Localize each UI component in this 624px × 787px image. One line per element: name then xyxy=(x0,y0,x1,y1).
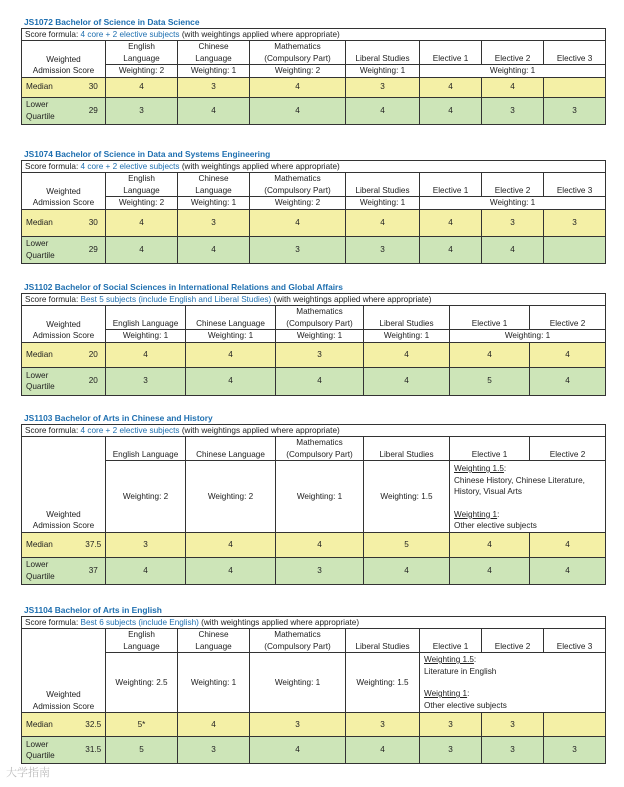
col-elective1: Elective 1 xyxy=(420,41,482,65)
grade: 4 xyxy=(186,557,276,584)
col-elective1: Elective 1 xyxy=(420,173,482,197)
weighted-score-header: Weighted Admission Score xyxy=(22,629,106,713)
grade: 4 xyxy=(364,342,450,367)
grade: 4 xyxy=(420,77,482,97)
weighting: Weighting: 1 xyxy=(106,330,186,343)
row-label: Lower Quartile xyxy=(22,97,82,124)
col-maths: Mathematics (Compulsory Part) xyxy=(276,437,364,461)
weighted-score-header: Weighted Admission Score xyxy=(22,173,106,210)
weighting: Weighting: 1 xyxy=(276,461,364,533)
weighted-score: 30 xyxy=(82,77,106,97)
col-elective2: Elective 2 xyxy=(482,629,544,653)
grade xyxy=(544,236,606,263)
row-label: Lower Quartile xyxy=(22,367,82,395)
col-maths: Mathematics (Compulsory Part) xyxy=(250,629,346,653)
grade: 4 xyxy=(106,209,178,236)
weighting: Weighting: 1 xyxy=(420,65,606,78)
grade: 4 xyxy=(250,737,346,764)
grade: 3 xyxy=(106,367,186,395)
grade: 4 xyxy=(530,342,606,367)
weighting: Weighting: 2 xyxy=(106,461,186,533)
col-ls: Liberal Studies xyxy=(346,173,420,197)
grade: 4 xyxy=(530,532,606,557)
weighted-score-header: Weighted Admission Score xyxy=(22,437,106,533)
row-label: Median xyxy=(22,77,82,97)
grade: 4 xyxy=(106,557,186,584)
grade: 5 xyxy=(106,737,178,764)
col-maths: Mathematics (Compulsory Part) xyxy=(250,173,346,197)
weighting: Weighting: 1 xyxy=(346,65,420,78)
col-elective3: Elective 3 xyxy=(544,173,606,197)
grade: 3 xyxy=(420,737,482,764)
grade: 4 xyxy=(276,532,364,557)
grade: 4 xyxy=(346,737,420,764)
row-label: Median xyxy=(22,342,82,367)
grade: 4 xyxy=(178,713,250,737)
programme-title: JS1104 Bachelor of Arts in English xyxy=(24,605,162,615)
grade: 4 xyxy=(276,367,364,395)
weighting: Weighting: 1 xyxy=(364,330,450,343)
grade: 4 xyxy=(482,77,544,97)
programme-title: JS1102 Bachelor of Social Sciences in International Relations and Global Affairs xyxy=(24,282,343,292)
weighted-score: 20 xyxy=(82,342,106,367)
col-ls: Liberal Studies xyxy=(364,437,450,461)
weighting: Weighting: 1 xyxy=(178,65,250,78)
col-chinese: Chinese Language xyxy=(178,629,250,653)
weighting: Weighting: 1 xyxy=(178,197,250,210)
programme-js1072 xyxy=(0,17,624,125)
grade: 3 xyxy=(482,209,544,236)
col-elective1: Elective 1 xyxy=(450,437,530,461)
grade: 5 xyxy=(450,367,530,395)
weighting: Weighting: 1 xyxy=(250,653,346,713)
score-table xyxy=(21,28,606,125)
col-english: English Language xyxy=(106,173,178,197)
weighted-score: 37 xyxy=(82,557,106,584)
grade: 3 xyxy=(346,236,420,263)
grade: 4 xyxy=(482,236,544,263)
weighting: Weighting: 1.5 xyxy=(346,653,420,713)
grade: 3 xyxy=(544,209,606,236)
grade: 3 xyxy=(250,236,346,263)
score-formula: Score formula: 4 core + 2 elective subjects (with weightings applied where appropriate) xyxy=(22,425,606,437)
grade: 4 xyxy=(186,532,276,557)
grade xyxy=(544,77,606,97)
weighted-score: 37.5 xyxy=(82,532,106,557)
weighting: Weighting: 2 xyxy=(106,65,178,78)
col-chinese: Chinese Language xyxy=(186,306,276,330)
lower-quartile-row xyxy=(22,557,606,584)
programme-title: JS1074 Bachelor of Science in Data and Systems Engineering xyxy=(24,149,271,159)
lower-quartile-row xyxy=(22,97,606,124)
grade: 5 xyxy=(364,532,450,557)
lower-quartile-row xyxy=(22,236,606,263)
grade: 4 xyxy=(530,367,606,395)
grade: 3 xyxy=(544,97,606,124)
median-row xyxy=(22,77,606,97)
grade: 3 xyxy=(420,713,482,737)
grade: 4 xyxy=(420,209,482,236)
grade: 3 xyxy=(346,713,420,737)
median-row xyxy=(22,209,606,236)
grade: 4 xyxy=(106,342,186,367)
grade: 4 xyxy=(186,342,276,367)
programme-title: JS1103 Bachelor of Arts in Chinese and History xyxy=(24,413,213,423)
grade: 4 xyxy=(106,236,178,263)
grade: 4 xyxy=(450,532,530,557)
grade: 3 xyxy=(482,737,544,764)
weighting: Weighting: 1 xyxy=(178,653,250,713)
grade: 4 xyxy=(250,209,346,236)
score-formula: Score formula: 4 core + 2 elective subjects (with weightings applied where appropriate) xyxy=(22,29,606,41)
score-formula: Score formula: Best 5 subjects (include English and Liberal Studies) (with weightings applied where appropriate) xyxy=(22,294,606,306)
grade: 3 xyxy=(346,77,420,97)
weighting: Weighting: 2 xyxy=(106,197,178,210)
grade: 4 xyxy=(106,77,178,97)
col-maths: Mathematics (Compulsory Part) xyxy=(250,41,346,65)
weighting: Weighting: 1 xyxy=(420,197,606,210)
weighted-score: 32.5 xyxy=(82,713,106,737)
col-elective2: Elective 2 xyxy=(482,173,544,197)
row-label: Median xyxy=(22,532,82,557)
grade: 4 xyxy=(420,236,482,263)
programme-js1104 xyxy=(0,605,624,764)
col-ls: Liberal Studies xyxy=(364,306,450,330)
grade: 3 xyxy=(106,97,178,124)
col-elective2: Elective 2 xyxy=(482,41,544,65)
elective-weighting-note: Weighting 1.5: Literature in English Weighting 1: Other elective subjects xyxy=(420,653,606,713)
weighting: Weighting: 1.5 xyxy=(364,461,450,533)
weighting: Weighting: 2 xyxy=(250,197,346,210)
row-label: Lower Quartile xyxy=(22,737,82,764)
grade xyxy=(544,713,606,737)
col-chinese: Chinese Language xyxy=(178,41,250,65)
grade: 4 xyxy=(346,209,420,236)
grade: 4 xyxy=(178,97,250,124)
grade: 3 xyxy=(178,209,250,236)
lower-quartile-row xyxy=(22,367,606,395)
weighting: Weighting: 1 xyxy=(346,197,420,210)
weighted-score-header: Weighted Admission Score xyxy=(22,41,106,78)
grade: 3 xyxy=(178,77,250,97)
watermark: 大学指南 xyxy=(6,767,50,779)
col-ls: Liberal Studies xyxy=(346,41,420,65)
col-maths: Mathematics (Compulsory Part) xyxy=(276,306,364,330)
weighting: Weighting: 1 xyxy=(276,330,364,343)
weighting: Weighting: 1 xyxy=(186,330,276,343)
grade: 3 xyxy=(276,557,364,584)
col-elective1: Elective 1 xyxy=(420,629,482,653)
score-formula: Score formula: Best 6 subjects (include English) (with weightings applied where appropriate) xyxy=(22,617,606,629)
row-label: Median xyxy=(22,713,82,737)
col-english: English Language xyxy=(106,306,186,330)
col-ls: Liberal Studies xyxy=(346,629,420,653)
grade: 4 xyxy=(364,557,450,584)
grade: 4 xyxy=(186,367,276,395)
col-elective2: Elective 2 xyxy=(530,306,606,330)
col-elective3: Elective 3 xyxy=(544,41,606,65)
programme-title: JS1072 Bachelor of Science in Data Science xyxy=(24,17,200,27)
weighted-score: 20 xyxy=(82,367,106,395)
weighted-score: 29 xyxy=(82,236,106,263)
grade: 3 xyxy=(106,532,186,557)
col-elective3: Elective 3 xyxy=(544,629,606,653)
weighted-score: 29 xyxy=(82,97,106,124)
grade: 3 xyxy=(482,713,544,737)
score-table xyxy=(21,160,606,264)
grade: 3 xyxy=(544,737,606,764)
median-row xyxy=(22,532,606,557)
col-english: English Language xyxy=(106,437,186,461)
grade: 3 xyxy=(276,342,364,367)
grade: 3 xyxy=(178,737,250,764)
weighted-score: 30 xyxy=(82,209,106,236)
col-chinese: Chinese Language xyxy=(178,173,250,197)
score-table xyxy=(21,616,606,764)
programme-js1103 xyxy=(0,413,624,585)
col-chinese: Chinese Language xyxy=(186,437,276,461)
grade: 3 xyxy=(482,97,544,124)
grade: 3 xyxy=(250,713,346,737)
row-label: Median xyxy=(22,209,82,236)
weighting: Weighting: 2 xyxy=(186,461,276,533)
weighted-score-header: Weighted Admission Score xyxy=(22,306,106,343)
median-row xyxy=(22,713,606,737)
score-formula: Score formula: 4 core + 2 elective subjects (with weightings applied where appropriate) xyxy=(22,161,606,173)
grade: 5* xyxy=(106,713,178,737)
grade: 4 xyxy=(250,77,346,97)
col-english: English Language xyxy=(106,41,178,65)
col-elective2: Elective 2 xyxy=(530,437,606,461)
grade: 4 xyxy=(420,97,482,124)
elective-weighting-note: Weighting 1.5: Chinese History, Chinese Literature, History, Visual Arts Weighting 1: Other elective subjects xyxy=(450,461,606,533)
grade: 4 xyxy=(364,367,450,395)
grade: 4 xyxy=(450,557,530,584)
weighting: Weighting: 1 xyxy=(450,330,606,343)
grade: 4 xyxy=(346,97,420,124)
grade: 4 xyxy=(530,557,606,584)
weighting: Weighting: 2.5 xyxy=(106,653,178,713)
row-label: Lower Quartile xyxy=(22,557,82,584)
weighted-score: 31.5 xyxy=(82,737,106,764)
grade: 4 xyxy=(178,236,250,263)
row-label: Lower Quartile xyxy=(22,236,82,263)
col-elective1: Elective 1 xyxy=(450,306,530,330)
weighting: Weighting: 2 xyxy=(250,65,346,78)
score-table xyxy=(21,293,606,396)
median-row xyxy=(22,342,606,367)
programme-js1074 xyxy=(0,149,624,264)
lower-quartile-row xyxy=(22,737,606,764)
col-english: English Language xyxy=(106,629,178,653)
score-table xyxy=(21,424,606,585)
grade: 4 xyxy=(450,342,530,367)
grade: 4 xyxy=(250,97,346,124)
programme-js1102 xyxy=(0,282,624,396)
